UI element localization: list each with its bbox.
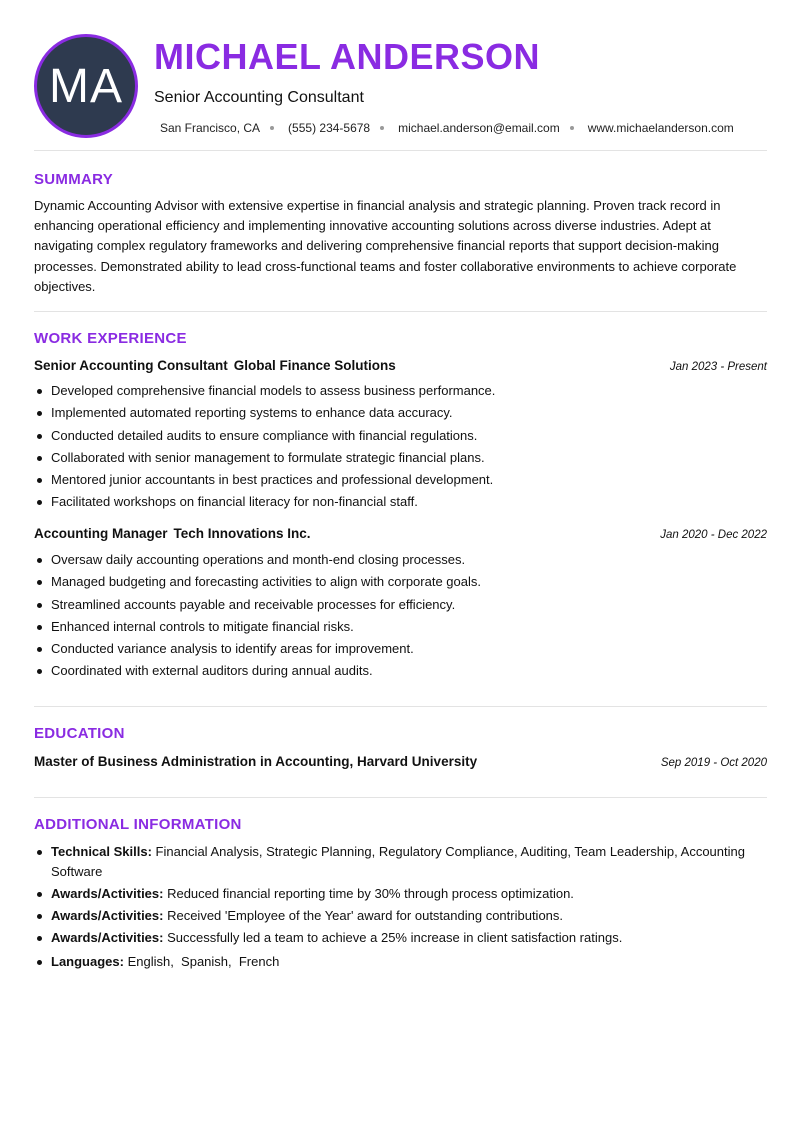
list-item xyxy=(34,906,767,926)
degree: Master of Business Administration in Accounting, Harvard University xyxy=(34,754,478,769)
contact-email[interactable]: michael.anderson@email.com xyxy=(398,121,560,135)
list-item xyxy=(34,952,767,972)
info-label: Awards/Activities: xyxy=(51,930,164,945)
additional-information-heading: ADDITIONAL INFORMATION xyxy=(34,816,242,833)
summary-text: Dynamic Accounting Advisor with extensive expertise in financial analysis and strategic planning. Proven track record in enhancing operational efficiency and implementing innovative accounting solutions across diverse industries. Adept at navigating complex regulatory frameworks and delivering comprehensive financial reports that support decision-making processes. Demonstrated ability to lead cross-functional teams and foster collaborative environments to achieve corporate objectives. xyxy=(34,198,737,294)
job-dates: Jan 2023 - Present xyxy=(669,361,767,373)
list-item: Collaborated with senior management to formulate strategic financial plans. xyxy=(34,447,767,469)
summary-heading: SUMMARY xyxy=(34,171,114,188)
list-item: Conducted detailed audits to ensure compliance with financial regulations. xyxy=(34,425,767,447)
work-experience-heading: WORK EXPERIENCE xyxy=(34,330,187,347)
list-item: Oversaw daily accounting operations and month-end closing processes. xyxy=(34,549,767,571)
job-dates: Jan 2020 - Dec 2022 xyxy=(660,529,767,541)
list-item: Streamlined accounts payable and receivable processes for efficiency. xyxy=(34,594,767,616)
list-item xyxy=(34,884,767,904)
info-text: Reduced financial reporting time by 30% through process optimization. xyxy=(163,886,574,901)
info-text: Financial Analysis, Strategic Planning, Regulatory Compliance, Auditing, Team Leadership, Accounting Software xyxy=(51,844,745,879)
list-item: Implemented automated reporting systems to enhance data accuracy. xyxy=(34,402,767,424)
job-company: Global Finance Solutions xyxy=(233,358,396,373)
avatar-initials: MA xyxy=(49,59,123,113)
contact-bar xyxy=(160,121,734,135)
list-item: Coordinated with external auditors during annual audits. xyxy=(34,660,767,682)
list-item xyxy=(34,928,767,948)
list-item: Enhanced internal controls to mitigate financial risks. xyxy=(34,616,767,638)
divider xyxy=(34,150,767,151)
education-heading: EDUCATION xyxy=(34,725,125,742)
info-label: Awards/Activities: xyxy=(51,886,164,901)
contact-phone: (555) 234-5678 xyxy=(288,121,371,135)
info-text: Received 'Employee of the Year' award for outstanding contributions. xyxy=(163,908,564,923)
divider xyxy=(34,797,767,798)
list-item: Facilitated workshops on financial literacy for non-financial staff. xyxy=(34,491,767,513)
job-title xyxy=(34,526,311,541)
info-text: English, Spanish, French xyxy=(123,954,280,969)
separator-dot-icon xyxy=(270,126,274,130)
candidate-role: Senior Accounting Consultant xyxy=(154,89,364,106)
job-title xyxy=(34,358,396,373)
list-item: Mentored junior accountants in best practices and professional development. xyxy=(34,469,767,491)
contact-location: San Francisco, CA xyxy=(160,121,261,135)
job-header xyxy=(34,358,767,373)
avatar xyxy=(34,34,138,138)
divider xyxy=(34,706,767,707)
education-entry xyxy=(34,754,767,769)
job-bullets xyxy=(34,549,767,683)
divider xyxy=(34,311,767,312)
candidate-name: MICHAEL ANDERSON xyxy=(154,36,541,77)
info-label: Awards/Activities: xyxy=(51,908,164,923)
info-text: Successfully led a team to achieve a 25% increase in client satisfaction ratings. xyxy=(163,930,623,945)
contact-website[interactable]: www.michaelanderson.com xyxy=(587,121,734,135)
info-label: Languages: xyxy=(51,954,124,969)
job-company: Tech Innovations Inc. xyxy=(173,526,311,541)
list-item: Managed budgeting and forecasting activities to align with corporate goals. xyxy=(34,571,767,593)
additional-info-list xyxy=(34,842,767,974)
job-position: Senior Accounting Consultant xyxy=(34,358,228,373)
list-item xyxy=(34,842,767,882)
info-label: Technical Skills: xyxy=(51,844,152,859)
list-item: Conducted variance analysis to identify areas for improvement. xyxy=(34,638,767,660)
education-dates: Sep 2019 - Oct 2020 xyxy=(660,757,767,769)
job-position: Accounting Manager xyxy=(34,526,168,541)
list-item: Developed comprehensive financial models to assess business performance. xyxy=(34,380,767,402)
job-header xyxy=(34,526,767,541)
job-bullets xyxy=(34,380,767,514)
separator-dot-icon xyxy=(380,126,384,130)
separator-dot-icon xyxy=(570,126,574,130)
